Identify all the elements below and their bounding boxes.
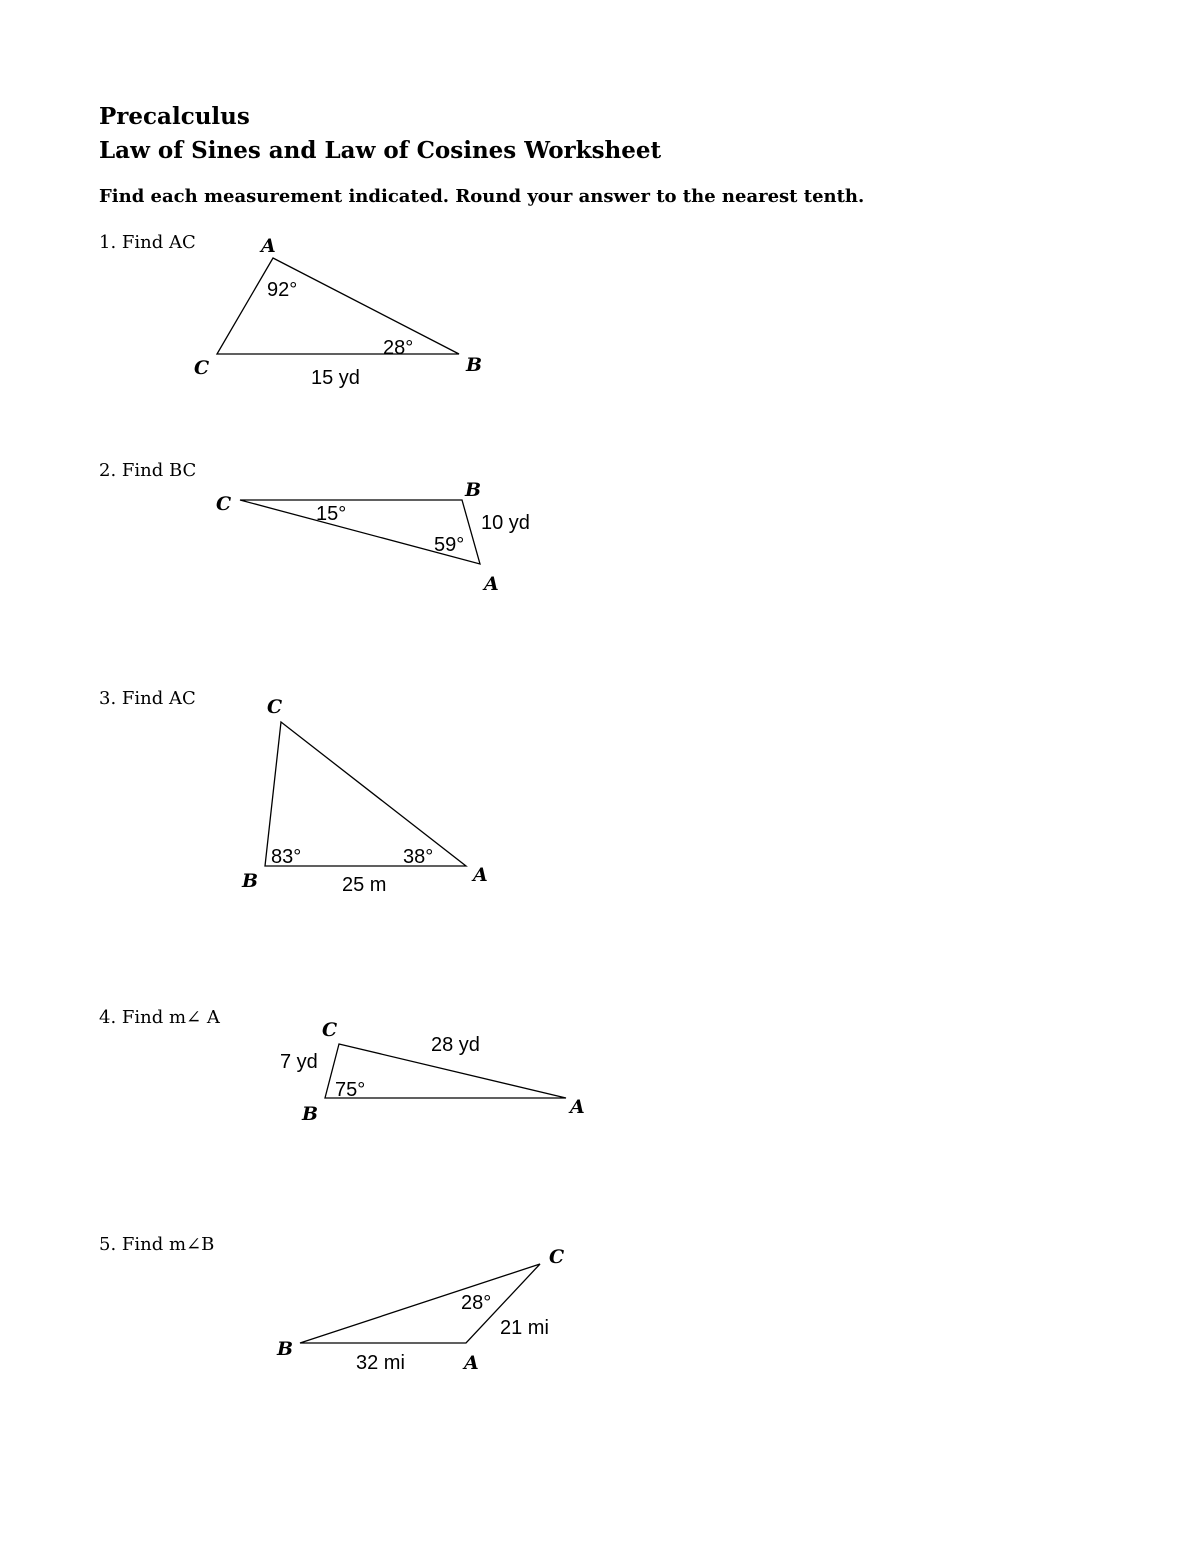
triangle-3-angle-a: 38° xyxy=(403,846,434,868)
worksheet-title: Law of Sines and Law of Cosines Worksheet xyxy=(99,137,662,164)
triangle-3-side-ba: 25 m xyxy=(342,874,387,896)
triangle-5-vertex-b: B xyxy=(277,1338,294,1360)
triangle-2-angle-c: 15° xyxy=(316,503,347,525)
triangle-2-angle-a: 59° xyxy=(434,534,465,556)
triangle-4-vertex-c: C xyxy=(322,1019,338,1041)
triangle-5-angle-c: 28° xyxy=(461,1292,492,1314)
triangle-3-vertex-b: B xyxy=(242,870,259,892)
triangle-5-side-ba: 32 mi xyxy=(356,1352,405,1374)
triangle-4-side-ca: 28 yd xyxy=(431,1034,480,1056)
triangle-2-vertex-b: B xyxy=(465,479,482,501)
triangle-3-vertex-c: C xyxy=(267,696,283,718)
triangle-3-vertex-a: A xyxy=(473,864,488,886)
triangle-1-vertex-c: C xyxy=(194,357,210,379)
triangle-4-vertex-b: B xyxy=(302,1103,319,1125)
triangle-3-outline xyxy=(265,722,466,866)
triangle-1-side-cb: 15 yd xyxy=(311,367,360,389)
triangle-1-outline xyxy=(217,258,459,354)
triangle-2-vertex-c: C xyxy=(216,493,232,515)
triangle-2 xyxy=(216,479,530,595)
instructions: Find each measurement indicated. Round your answer to the nearest tenth. xyxy=(99,186,865,207)
triangle-4-vertex-a: A xyxy=(570,1096,585,1118)
triangle-1 xyxy=(194,235,482,389)
triangle-2-vertex-a: A xyxy=(484,573,499,595)
triangle-5 xyxy=(276,1246,564,1374)
problem-4-prompt: 4. Find m∠ A xyxy=(99,1007,220,1028)
triangle-5-vertex-c: C xyxy=(549,1246,565,1268)
course-title: Precalculus xyxy=(99,103,250,130)
triangle-3 xyxy=(241,696,488,896)
triangle-1-vertex-b: B xyxy=(466,354,483,376)
triangle-3-angle-b: 83° xyxy=(271,846,302,868)
triangle-4 xyxy=(280,1019,585,1125)
triangle-4-angle-b: 75° xyxy=(335,1079,366,1101)
problem-5-prompt: 5. Find m∠B xyxy=(99,1234,215,1255)
triangle-1-angle-a: 92° xyxy=(267,279,298,301)
triangle-5-side-ca: 21 mi xyxy=(500,1317,549,1339)
triangle-2-side-ba: 10 yd xyxy=(481,512,530,534)
triangle-4-side-bc: 7 yd xyxy=(280,1051,318,1073)
problem-2-prompt: 2. Find BC xyxy=(99,460,197,481)
problem-1-prompt: 1. Find AC xyxy=(99,232,196,253)
triangle-1-vertex-a: A xyxy=(261,235,276,257)
triangle-5-vertex-a: A xyxy=(464,1352,479,1374)
triangle-1-angle-b: 28° xyxy=(383,337,414,359)
problem-3-prompt: 3. Find AC xyxy=(99,688,196,709)
